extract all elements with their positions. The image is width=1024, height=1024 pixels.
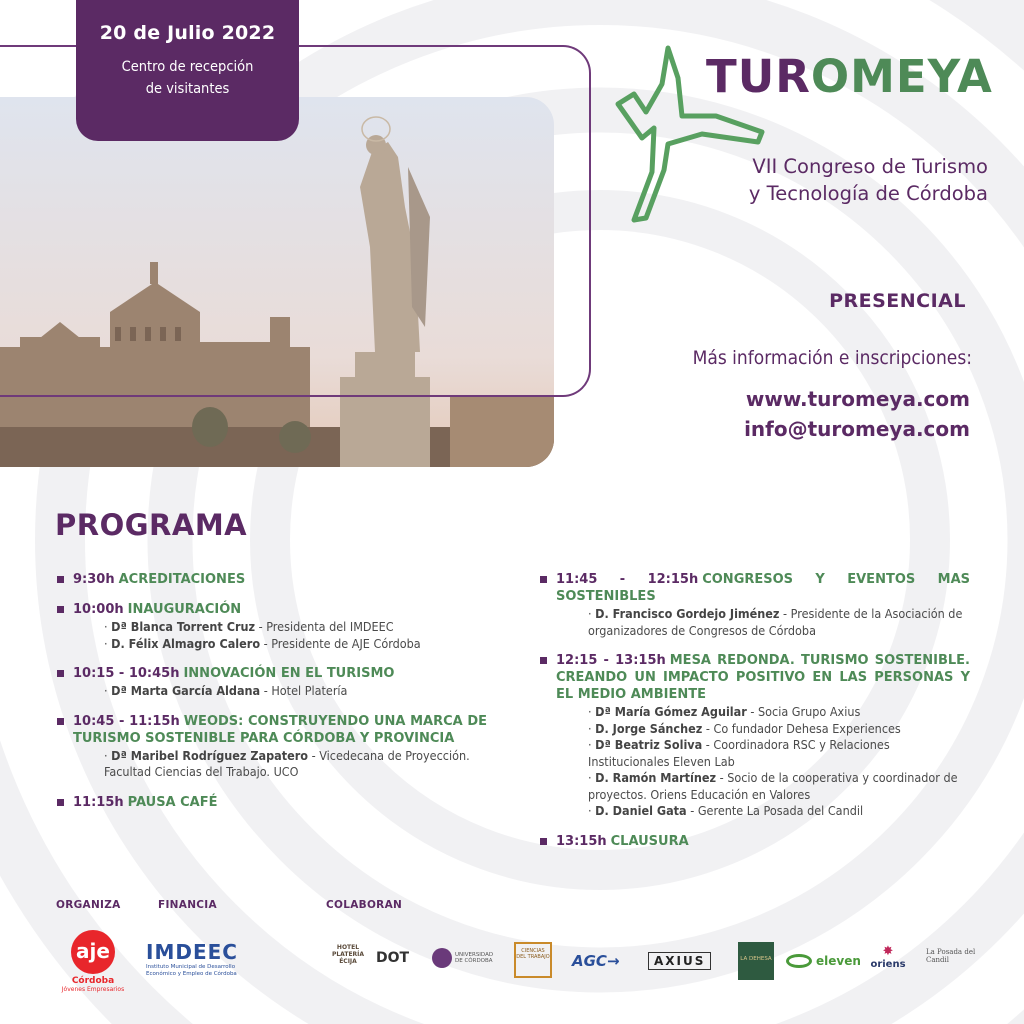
program-topic: INAUGURACIÓN [127, 602, 242, 617]
uco-seal-icon [432, 948, 452, 968]
speaker-role: Vicedecana de Proyección. Facultad Ciencias del Trabajo. UCO [104, 747, 470, 779]
speaker-row: · Dª Maribel Rodríguez Zapatero - Vicedecana de Proyección. Facultad Ciencias del Trabajo. UCO [104, 747, 470, 779]
axius-logo: AXIUS [648, 952, 711, 970]
speaker-name: Dª María Gómez Aguilar [595, 704, 747, 719]
speaker-name: Dª Beatriz Soliva [595, 737, 703, 752]
program-topic: ACREDITACIONES [118, 572, 246, 587]
bullet-square-icon [57, 718, 64, 725]
ciencias-trabajo-logo: CIENCIAS DEL TRABAJO [514, 942, 552, 978]
program-topic: PAUSA CAFÉ [127, 794, 218, 810]
speaker-name: Dª Maribel Rodríguez Zapatero [111, 747, 309, 763]
email-link[interactable]: info@turomeya.com [744, 417, 970, 441]
imdeec-logo: IMDEEC Instituto Municipal de Desarrollo Económico y Empleo de Córdoba [146, 940, 238, 977]
program-time: 10:00h [73, 602, 124, 617]
financia-label: FINANCIA [158, 899, 217, 911]
program-item [540, 652, 970, 820]
program-item-header [540, 833, 970, 850]
dot-logo: DOT [376, 950, 410, 966]
speaker-role: Gerente La Posada del Candil [697, 803, 864, 818]
program-item [57, 571, 487, 588]
posada-candil-logo: La Posada del Candil [926, 948, 976, 964]
contact-block [744, 384, 970, 444]
bullet-square-icon [57, 606, 64, 613]
agc-logo: AGC→ [572, 952, 620, 970]
program-item [57, 713, 487, 781]
uco-logo: UNIVERSIDAD DE CÓRDOBA [432, 948, 495, 968]
program-column-left [57, 571, 487, 824]
eleven-logo: eleven [786, 954, 861, 968]
program-item [57, 601, 487, 652]
program-item-header [57, 665, 487, 682]
speaker-role: Hotel Platería [271, 683, 348, 698]
program-item [540, 571, 970, 639]
event-mode: PRESENCIAL [829, 290, 966, 312]
program-item-header [540, 571, 970, 605]
program-item [540, 833, 970, 850]
speaker-name: D. Félix Almagro Calero [111, 635, 261, 651]
bullet-square-icon [57, 670, 64, 677]
speaker-row: · Dª Beatriz Soliva - Coordinadora RSC y Relaciones Institucionales Eleven Lab [588, 737, 890, 769]
event-subtitle: VII Congreso de Turismo y Tecnología de Córdoba [748, 155, 988, 205]
speaker-name: D. Ramón Martínez [595, 770, 717, 785]
program-item-header [57, 571, 487, 588]
speaker-name: Dª Blanca Torrent Cruz [111, 619, 256, 634]
program-item [57, 665, 487, 700]
speaker-list [104, 619, 487, 652]
speaker-name: Dª Marta García Aldana [111, 683, 261, 698]
speaker-row: · D. Félix Almagro Calero - Presidente de AJE Córdoba [104, 635, 421, 651]
program-topic: INNOVACIÓN EN EL TURISMO [183, 666, 395, 681]
speaker-list [104, 748, 487, 781]
program-item-header [540, 652, 970, 703]
program-item-header [57, 794, 487, 811]
speaker-list [588, 704, 970, 820]
program-time: 11:15h [73, 794, 124, 810]
program-topic: WEODS: CONSTRUYENDO UNA MARCA DE TURISMO SOSTENIBLE PARA CÓRDOBA Y PROVINCIA [73, 713, 487, 746]
event-date: 20 de Julio 2022 [99, 22, 276, 44]
colaboran-label: COLABORAN [326, 899, 403, 911]
hotel-plateria-logo: HOTEL PLATERÍA ÉCIJA [331, 944, 365, 965]
program-item-header [57, 601, 487, 618]
bullet-square-icon [57, 799, 64, 806]
speaker-role: Socio de la cooperativa y coordinador de proyectos. Oriens Educación en Valores [588, 770, 958, 802]
bullet-square-icon [540, 576, 547, 583]
program-time: 12:15 - 13:15h [556, 653, 666, 668]
programa-title: PROGRAMA [55, 508, 248, 542]
aje-logo: aje Córdoba Jóvenes Empresarios [58, 930, 128, 993]
speaker-role: Presidenta del IMDEEC [266, 619, 394, 634]
speaker-name: D. Francisco Gordejo Jiménez [595, 606, 780, 621]
speaker-row: · Dª Marta García Aldana - Hotel Platería [104, 683, 348, 698]
oriens-star-icon: ✸ [882, 944, 894, 959]
program-topic: MESA REDONDA. TURISMO SOSTENIBLE. CREANDO UN IMPACTO POSITIVO EN LAS PERSONAS Y EL MEDIO AMBIENTE [556, 653, 970, 702]
speaker-role: Co fundador Dehesa Experiences [713, 720, 901, 736]
brand-name: TUROMEYA [706, 50, 993, 103]
speaker-name: D. Daniel Gata [595, 803, 687, 818]
program-item [57, 794, 487, 811]
program-column-right [540, 571, 970, 863]
more-info-label: Más información e inscripciones: [692, 347, 972, 369]
program-time: 11:45 - 12:15h [556, 572, 699, 587]
eleven-eye-icon [786, 954, 812, 968]
program-time: 9:30h [73, 572, 115, 587]
program-time: 13:15h [556, 833, 607, 849]
speaker-row: · D. Daniel Gata - Gerente La Posada del Candil [588, 803, 864, 818]
speaker-role: Coordinadora RSC y Relaciones Institucionales Eleven Lab [588, 737, 890, 769]
date-box [76, 0, 299, 141]
oriens-logo: ✸ oriens [868, 944, 908, 970]
dehesa-logo: LA DEHESA [738, 942, 774, 980]
program-time: 10:45 - 11:15h [73, 713, 180, 729]
bullet-square-icon [540, 838, 547, 845]
speaker-role: Presidente de la Asociación de organizadores de Congresos de Córdoba [588, 606, 963, 638]
bullet-square-icon [540, 657, 547, 664]
organiza-label: ORGANIZA [56, 899, 121, 911]
speaker-role: Presidente de AJE Córdoba [271, 635, 421, 651]
event-venue: Centro de recepción de visitantes [121, 59, 254, 97]
speaker-role: Socia Grupo Axius [758, 704, 861, 719]
speaker-row: · D. Ramón Martínez - Socio de la cooperativa y coordinador de proyectos. Oriens Educación en Valores [588, 770, 958, 802]
speaker-row: · Dª Blanca Torrent Cruz - Presidenta del IMDEEC [104, 619, 394, 634]
bullet-square-icon [57, 576, 64, 583]
program-topic: CONGRESOS Y EVENTOS MAS SOSTENIBLES [556, 572, 970, 604]
program-item-header [57, 713, 487, 747]
speaker-list [104, 683, 487, 700]
speaker-list [588, 606, 970, 639]
speaker-name: D. Jorge Sánchez [595, 720, 703, 736]
program-topic: CLAUSURA [610, 833, 689, 849]
speaker-row: · D. Francisco Gordejo Jiménez - Presidente de la Asociación de organizadores de Congresos de Córdoba [588, 606, 963, 638]
speaker-row: · Dª María Gómez Aguilar - Socia Grupo Axius [588, 704, 861, 719]
website-link[interactable]: www.turomeya.com [745, 387, 970, 411]
speaker-row: · D. Jorge Sánchez - Co fundador Dehesa Experiences [588, 720, 901, 736]
program-time: 10:15 - 10:45h [73, 666, 180, 681]
